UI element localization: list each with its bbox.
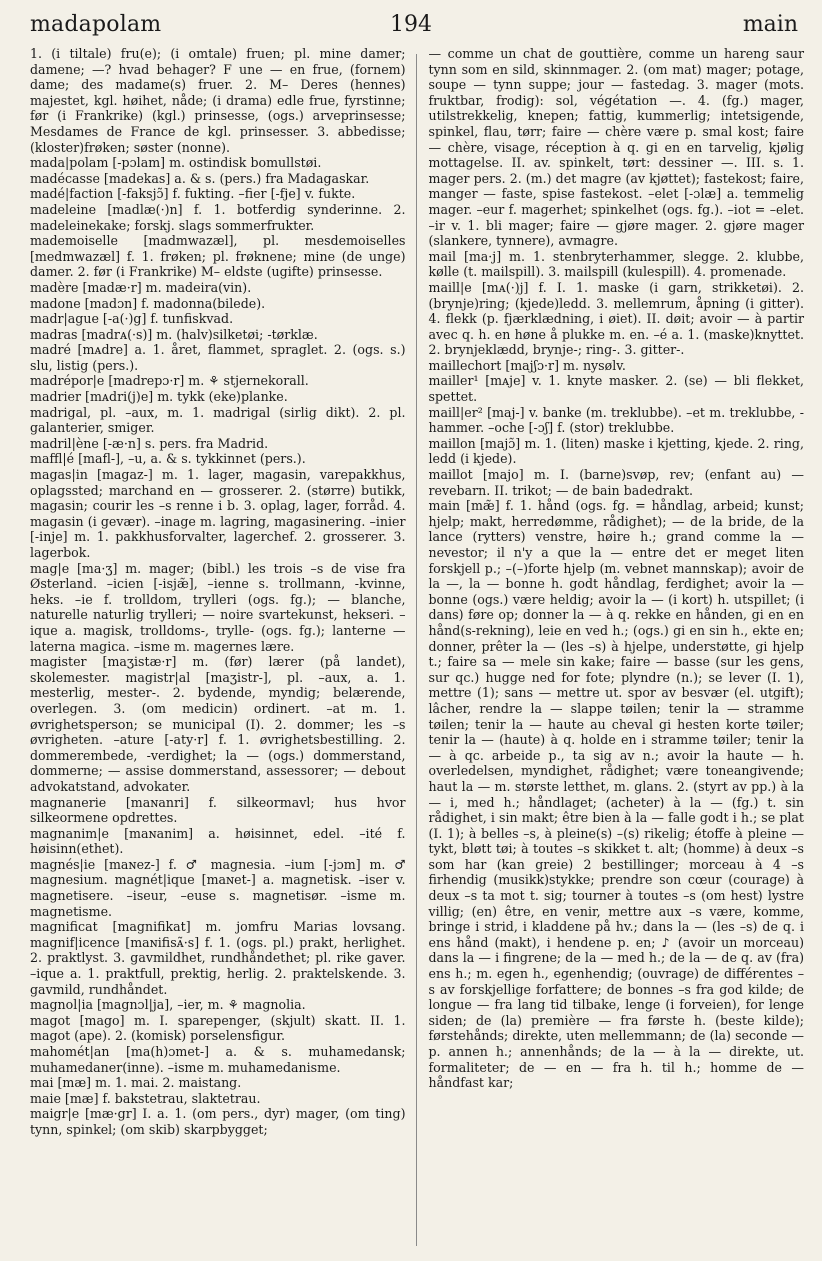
dictionary-entry: mada|polam [-pɔlam] m. ostindisk bomullstøi. bbox=[30, 155, 322, 171]
dictionary-entry: madé|faction [-faksjɔ̃] f. fukting. –fier [-fje] v. fukte. bbox=[30, 186, 356, 202]
dictionary-entry: — comme un chat de gouttière, comme un hareng saur tynn som en sild, skinnmager. 2. (om mat) mager; potage, soupe — tynn suppe; jour — fastedag. 3. mager (mots. fruktbar, frodig): sol, végétation —. 4. (fg.) mager, utilstrekkelig, knepen; fattig, kummerlig; intetsigende, spinkel, flau, tørr; faire — chère være p. smal kost; faire — chère, visage, réception à q. gi en en tarvelig, kjølig mottagelse. II. av. spinkelt, tørt: dessiner —. III. s. 1. mager pers. 2. (m.) det magre (av kjøttet); fastekost; faire, manger — faste, spise fastekost. –elet [-ɔlæ] a. temmelig mager. –eur f. magerhet; spinkelhet (ogs. fg.). –iot = –elet. –ir v. 1. bli mager; faire — gjøre mager. 2. gjøre mager (slankere, tynnere), avmagre. bbox=[428, 46, 804, 249]
dictionary-entry: madrépor|e [madrepɔ·r] m. ⚘ stjernekorall. bbox=[30, 373, 309, 389]
dictionary-entry: mahomét|an [ma(h)ɔmet-] a. & s. muhamedansk; muhamedaner(inne). –isme m. muhamedanisme. bbox=[30, 1044, 406, 1075]
dictionary-entry: madone [madɔn] f. madonna(bilede). bbox=[30, 295, 266, 311]
dictionary-entry: maffl|é [mafl-], –u, a. & s. tykkinnet (pers.). bbox=[30, 451, 306, 467]
dictionary-entry: madeleine [madlæ(·)n] f. 1. botferdig synderinne. 2. madeleinekake; forskj. slags sommerfrukter. bbox=[30, 201, 406, 233]
dictionary-entry: madrigal, pl. –aux, m. 1. madrigal (sirlig dikt). 2. pl. galanterier, smiger. bbox=[30, 404, 406, 436]
dictionary-entry: magister [maʒistæ·r] m. (før) lærer (på landet), skolemester. magistr|al [maʒistr-], pl. –aux, a. 1. mesterlig, mester-. 2. bydende, myndig; belærende, overlegen. 3. (om medicin) ordinert. –at m. 1. øvrighetsperson; se municipal (I). 2. dommer; les –s øvrigheten. –ature [-aty·r] f. 1. øvrighetsbestilling. 2. dommerembede, -verdighet; la — (ogs.) dommerstand, dommerne; — assise dommerstand, assessorer; — debout advokatstand, advokater. bbox=[30, 654, 406, 794]
column-divider bbox=[416, 54, 417, 1246]
dictionary-entry: magnés|ie [maɴez-] f. ♂ magnesia. –ium [-jɔm] m. ♂ magnesium. magnét|ique [maɴet-] a. magnetisk. –iser v. magnetisere. –iseur, –euse s. magnetisør. –isme m. magnetisme. bbox=[30, 856, 406, 919]
dictionary-entry: madras [madrᴀ(·s)] m. (halv)silketøi; -tørklæ. bbox=[30, 326, 318, 342]
dictionary-entry: magnanim|e [maɴanim] a. høisinnet, edel. –ité f. høisinn(ethet). bbox=[30, 825, 406, 857]
dictionary-entry: maill|er² [maj-] v. banke (m. treklubbe). –et m. treklubbe, -hammer. –oche [-ɔʃ] f. (stor) treklubbe. bbox=[428, 404, 804, 436]
dictionary-entry: mai [mæ] m. 1. mai. 2. maistang. bbox=[30, 1075, 242, 1091]
dictionary-entry: madrier [mᴀdri(j)e] m. tykk (eke)planke. bbox=[30, 389, 288, 405]
dictionary-entry: maie [mæ] f. bakstetrau, slaktetrau. bbox=[30, 1090, 261, 1106]
dictionary-entry: madril|ène [-æ·n] s. pers. fra Madrid. bbox=[30, 435, 269, 451]
dictionary-entry: magot [mago] m. I. sparepenger, (skjult) skatt. II. 1. magot (ape). 2. (komisk) porselensfigur. bbox=[30, 1012, 406, 1044]
dictionary-entry: maigr|e [mæ·gr] I. a. 1. (om pers., dyr) mager, (om ting) tynn, spinkel; (om skib) skarpbygget; bbox=[30, 1106, 406, 1137]
header-right-guideword: main bbox=[742, 12, 798, 37]
dictionary-entry: madère [madæ·r] m. madeira(vin). bbox=[30, 279, 252, 295]
dictionary-entry: madr|ague [-a(·)g] f. tunfiskvad. bbox=[30, 311, 234, 327]
dictionary-entry: 1. (i tiltale) fru(e); (i omtale) fruen; pl. mine damer; damene; —? hvad behager? F une — en frue, (fornem) dame; des madame(s) fruer. 2. M– Deres (hennes) majestet, kgl. høihet, nåde; (i drama) edle frue, fyrstinne; før (i Frankrike) (kgl.) prinsesse, (ogs.) arveprinsesse; Mesdames de France de kgl. prinsesser. 3. abbedisse; (kloster)frøken; søster (nonne). bbox=[30, 46, 406, 155]
dictionary-entry: mail [ma·j] m. 1. stenbryterhammer, slegge. 2. klubbe, kølle (t. mailspill). 3. mailspill (kulespill). 4. promenade. bbox=[428, 248, 804, 280]
page-header bbox=[30, 8, 804, 46]
header-left-guideword: madapolam bbox=[30, 12, 162, 37]
dictionary-entry: mailler¹ [mᴀje] v. 1. knyte masker. 2. (se) — bli flekket, spettet. bbox=[428, 373, 804, 405]
dictionary-entry: madré [mᴀdre] a. 1. året, flammet, spraglet. 2. (ogs. s.) slu, listig (pers.). bbox=[30, 342, 406, 373]
dictionary-entry: magnanerie [maɴanri] f. silkeormavl; hus hvor silkeormene opdrettes. bbox=[30, 794, 406, 826]
dictionary-entry: mademoiselle [madmwazæl], pl. mesdemoiselles [medmwazæl] f. 1. frøken; pl. frøknene; mine (de unge) damer. 2. før (i Frankrike) M– eldste (ugifte) prinsesse. bbox=[30, 233, 406, 280]
dictionary-entry: maill|e [mᴀ(·)j] f. I. 1. maske (i garn, strikketøi). 2. (brynje)ring; (kjede)ledd. 3. mellemrum, åpning (i gitter). 4. flekk (p. fjærklædning, i øiet). II. døit; avoir — à partir avec q. h. en høne å plukke m. en. –é a. 1. (maske)knyttet. 2. brynjeklædd, brynje-; ring-. 3. gitter-. bbox=[428, 279, 804, 358]
dictionary-entry: magnificat [magnifikat] m. jomfru Marias lovsang. magnif|icence [maɴifisᴀ̃·s] f. 1. (ogs. pl.) prakt, herlighet. 2. praktlyst. 3. gavmildhet, rundhåndethet; pl. rike gaver. –ique a. 1. praktfull, prektig, herlig. 2. praktelskende. 3. gavmild, rundhåndet. bbox=[30, 919, 406, 997]
dictionary-entry: magnol|ia [magnɔl|ja], –ier, m. ⚘ magnolia. bbox=[30, 997, 306, 1013]
page-number: 194 bbox=[390, 12, 432, 37]
dictionary-entry: maillon [majɔ̃] m. 1. (liten) maske i kjetting, kjede. 2. ring, ledd (i kjede). bbox=[428, 435, 804, 467]
right-column bbox=[427, 46, 805, 1246]
columns bbox=[30, 46, 804, 1246]
left-column bbox=[30, 46, 416, 1246]
dictionary-entry: maillot [majo] m. I. (barne)svøp, rev; (enfant au) — revebarn. II. trikot; — de bain badedrakt. bbox=[428, 467, 804, 498]
dictionary-entry: mag|e [ma·ʒ] m. mager; (bibl.) les trois –s de vise fra Østerland. –icien [-isjæ̃], –ienne s. trollmann, -kvinne, heks. –ie f. trolldom, trylleri (ogs. fg.); — blanche, naturelle naturlig trylleri; — noire svartekunst, hekseri. –ique a. magisk, trolldoms-, trylle- (ogs. fg.); lanterne — laterna magica. –isme m. magernes lære. bbox=[30, 560, 406, 654]
dictionary-entry: main [mæ̃] f. 1. hånd (ogs. fg. = håndlag, arbeid; kunst; hjelp; makt, herredømme, rådighet); — de la bride, de la lance (rytters) venstre, høire h.; grand comme la — nevestor; il n'y a que la — entre det er meget liten forskjell p.; –(–)forte hjelp (m. vebnet mannskap); avoir de la —, la — bonne h. godt håndlag, ferdighet; avoir la — bonne (ogs.) være heldig; avoir la — (i kort) h. utspillet; (i dans) føre op; donner la — à q. rekke en hånden, gi en en hånd(s-rekning), leie en ved h.; (ogs.) gi en sin h., ekte en; donner, prêter la — (les –s) à hjelpe, understøtte, gi hjelp t.; faire sa — mele sin kake; faire — basse (sur les gens, sur qc.) hugge ned for fote; plyndre (n.); se lever (I. 1), mettre (1); sans — mettre ut. spor av besvær (el. utgift); lâcher, rendre la — slappe tøilen; tenir la — stramme tøilen; tenir la — haute au cheval gi hesten korte tøiler; tenir la — (haute) à q. holde en i stramme tøiler; tenir la — à qc. arbeide p., ta sig av n.; avoir la haute — h. overledelsen, myndighet, rådighet; være toneangivende; haut la — m. største letthet, m. glans. 2. (styrt av pp.) à la — i, med h.; håndlaget; (acheter) à la — (fg.) t. sin rådighet, i sin makt; être bien à la — falle godt i h.; se plat (I. 1); à belles –s, à pleine(s) –(s) rikelig; étoffe à pleine — tykt, bløtt tøi; à toutes –s skikket t. alt; (homme) à deux –s som har (kan greie) 2 bestillinger; morceau à 4 –s firhendig (musikk)stykke; prendre son cœur (courage) à deux –s ta mot t. sig; tourner à toutes –s (om hest) lystre villig; (en) être, en venir, mettre aux –s være, komme, bringe i strid, i kladdene på hv.; dans la — (les –s) de q. i ens hånd (makt), i hendene p. en; ♪ (avoir un morceau) dans la — i fingrene; de la — med h.; de la — de q. av (fra) ens h.; m. egen h., egenhendig; (ouvrage) de différentes –s av forskjellige forfattere; de bonnes –s fra god kilde; de longue — fra lang tid tilbake, lenge (i forveien), for lenge siden; de (la) première — fra første h. (beste kilde); førstehånds; direkte, uten mellemmann; de (la) seconde — p. annen h.; annenhånds; de la — à la — direkte, ut. formaliteter; de — en — fra h. til h.; homme de — håndfast kar; bbox=[428, 498, 804, 1091]
dictionary-entry: magas|in [magaz-] m. 1. lager, magasin, varepakkhus, oplagssted; marchand en — grosserer. 2. (større) butikk, magasin; courir les –s renne i b. 3. oplag, lager, forråd. 4. magasin (i gevær). –inage m. lagring, magasinering. –inier [-inje] m. 1. pakkhusforvalter, lagerchef. 2. grosserer. 3. lagerbok. bbox=[30, 467, 406, 560]
dictionary-entry: madécasse [madekas] a. & s. (pers.) fra Madagaskar. bbox=[30, 170, 370, 186]
dictionary-entry: maillechort [majʃɔ·r] m. nysølv. bbox=[428, 357, 626, 373]
